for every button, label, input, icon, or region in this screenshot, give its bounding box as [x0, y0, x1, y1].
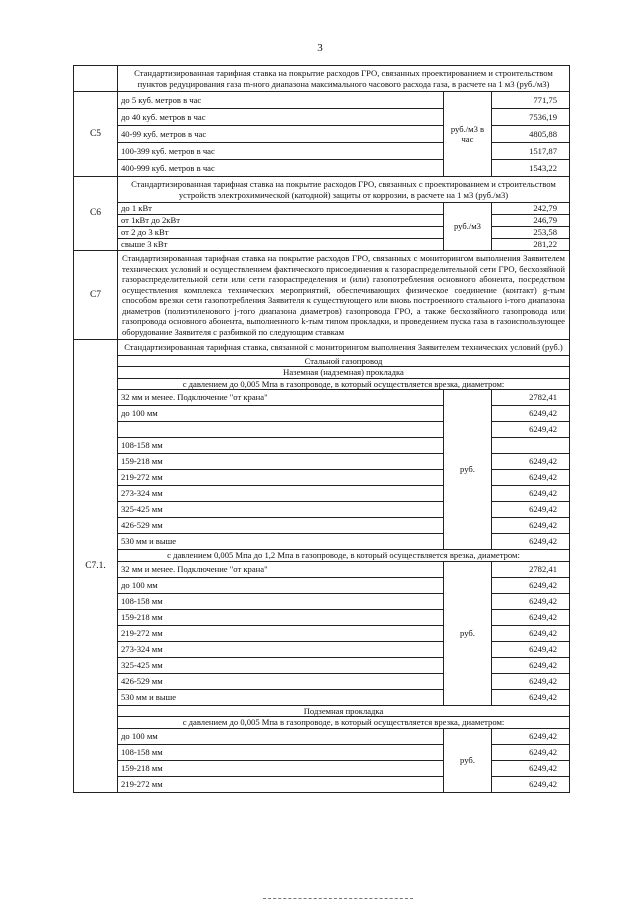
- above-ground-heading: Наземная (надземная) прокладка: [118, 367, 570, 379]
- c5-row-value: 1543,22: [491, 160, 569, 177]
- diameter-row-label: 32 мм и менее. Подключение "от крана": [118, 390, 444, 406]
- diameter-row-value: 2782,41: [491, 561, 569, 577]
- underground-heading: Подземная прокладка: [118, 705, 570, 717]
- diameter-row-label: 159-218 мм: [118, 609, 444, 625]
- diameter-row-value: 6249,42: [491, 625, 569, 641]
- c5-row-label: 400-999 куб. метров в час: [118, 160, 444, 177]
- c6-row-label: от 1кВт до 2кВт: [118, 215, 444, 227]
- diameter-row-label: 426-529 мм: [118, 673, 444, 689]
- diameter-row-value: 6249,42: [491, 673, 569, 689]
- c71-unit: руб.: [443, 390, 491, 550]
- diameter-row-label: 159-218 мм: [118, 760, 444, 776]
- c5-row-value: 4805,88: [491, 126, 569, 143]
- diameter-row-label: 108-158 мм: [118, 744, 444, 760]
- c6-row-label: от 2 до 3 кВт: [118, 227, 444, 239]
- c5-row-label: до 40 куб. метров в час: [118, 109, 444, 126]
- page-number: 3: [317, 42, 323, 54]
- pressure-heading-3: с давлением до 0,005 Мпа в газопроводе, в который осуществляется врезка, диаметром:: [118, 717, 570, 729]
- c6-unit: руб./м3: [443, 203, 491, 251]
- diameter-row-label: 426-529 мм: [118, 518, 444, 534]
- c71-unit: руб.: [443, 728, 491, 792]
- c6-row-label: до 1 кВт: [118, 203, 444, 215]
- c7-code: С7: [74, 251, 118, 340]
- pressure-heading-1: с давлением до 0,005 Мпа в газопроводе, в который осуществляется врезка, диаметром:: [118, 378, 570, 390]
- c6-row-value: 242,79: [491, 203, 569, 215]
- page-bottom-divider: [263, 898, 413, 899]
- c6-row-value: 253,58: [491, 227, 569, 239]
- diameter-row-value: 6249,42: [491, 534, 569, 550]
- c5-code: С5: [74, 92, 118, 177]
- c7-text: Стандартизированная тарифная ставка на покрытие расходов ГРО, связанных с мониторингом выполнения Заявителем технических условий и осуществлением фактического присоединения к газораспределительной сети ГРО, бесхозяйной газораспределительной сети или сети газораспределения и (или) газопотребления основного абонента, посредством осуществления комплекса технических мероприятий, обеспечивающих физическое соединение (контакт) g-тым способом врезки сети газопотребления Заявителя к существующего или вновь построенного стального i-того диапазона диаметров (полиэтиленового j-того диапазона диаметров) газопровода ГРО, а также бесхозяйного газопровода или газопровода основного абонента, выполненного k-тым типом прокладки, и проведением пуска газа в газоиспользующее оборудование Заявителя с разбивкой по следующим ставкам: [118, 251, 570, 340]
- c71-unit: руб.: [443, 561, 491, 705]
- diameter-row-label: [118, 422, 444, 438]
- diameter-row-value: 6249,42: [491, 609, 569, 625]
- diameter-row-label: 32 мм и менее. Подключение "от крана": [118, 561, 444, 577]
- c5-row-label: до 5 куб. метров в час: [118, 92, 444, 109]
- diameter-row-value: 6249,42: [491, 657, 569, 673]
- diameter-row-value: 6249,42: [491, 422, 569, 438]
- c5-row-value: 771,75: [491, 92, 569, 109]
- c6-row-value: 281,22: [491, 239, 569, 251]
- diameter-row-label: до 100 мм: [118, 577, 444, 593]
- diameter-row-label: 325-425 мм: [118, 502, 444, 518]
- c5-row-value: 7536,19: [491, 109, 569, 126]
- c5-unit: руб./м3 в час: [443, 92, 491, 177]
- diameter-row-value: 6249,42: [491, 502, 569, 518]
- diameter-row-value: 6249,42: [491, 689, 569, 705]
- diameter-row-label: 325-425 мм: [118, 657, 444, 673]
- c71-code: С7.1.: [74, 340, 118, 793]
- steel-pipe-heading: Стальной газопровод: [118, 355, 570, 367]
- diameter-row-value: 6249,42: [491, 577, 569, 593]
- diameter-row-label: 108-158 мм: [118, 438, 444, 454]
- diameter-row-value: 6249,42: [491, 760, 569, 776]
- pressure-heading-2: с давлением 0,005 Мпа до 1,2 Мпа в газопроводе, в который осуществляется врезка, диаметром:: [118, 550, 570, 562]
- diameter-row-value: 6249,42: [491, 406, 569, 422]
- diameter-row-label: 530 мм и выше: [118, 689, 444, 705]
- c5-row-value: 1517,87: [491, 143, 569, 160]
- c5-row-label: 100-399 куб. метров в час: [118, 143, 444, 160]
- diameter-row-label: до 100 мм: [118, 728, 444, 744]
- diameter-row-label: 273-324 мм: [118, 641, 444, 657]
- c6-row-value: 246,79: [491, 215, 569, 227]
- c5-row-label: 40-99 куб. метров в час: [118, 126, 444, 143]
- diameter-row-label: до 100 мм: [118, 406, 444, 422]
- c5-title: Стандартизированная тарифная ставка на покрытие расходов ГРО, связанных проектированием и строительством пунктов редуцирования газа m-ного диапазона максимального часового расхода газа, в расчете на 1 м3 (руб./м3): [118, 66, 570, 92]
- c6-title: Стандартизированная тарифная ставка на покрытие расходов ГРО, связанных с проектированием и строительством устройств электрохимической (катодной) защиты от коррозии, в расчете на 1 м3 (руб./м3): [118, 177, 570, 203]
- c6-code: С6: [74, 177, 118, 251]
- diameter-row-value: 6249,42: [491, 744, 569, 760]
- diameter-row-label: 219-272 мм: [118, 776, 444, 792]
- diameter-row-value: 6249,42: [491, 728, 569, 744]
- diameter-row-value: 6249,42: [491, 470, 569, 486]
- diameter-row-label: 108-158 мм: [118, 593, 444, 609]
- diameter-row-value: 6249,42: [491, 486, 569, 502]
- c71-title: Стандартизированная тарифная ставка, связанной с мониторингом выполнения Заявителем технических условий (руб.): [118, 340, 570, 356]
- diameter-row-label: 530 мм и выше: [118, 534, 444, 550]
- diameter-row-value: 6249,42: [491, 454, 569, 470]
- tariff-table: [73, 65, 570, 793]
- diameter-row-value: 2782,41: [491, 390, 569, 406]
- diameter-row-value: 6249,42: [491, 776, 569, 792]
- diameter-row-label: 219-272 мм: [118, 625, 444, 641]
- diameter-row-value: 6249,42: [491, 518, 569, 534]
- diameter-row-label: 159-218 мм: [118, 454, 444, 470]
- diameter-row-value: 6249,42: [491, 593, 569, 609]
- diameter-row-label: 273-324 мм: [118, 486, 444, 502]
- c6-row-label: свыше 3 кВт: [118, 239, 444, 251]
- diameter-row-label: 219-272 мм: [118, 470, 444, 486]
- diameter-row-value: [491, 438, 569, 454]
- diameter-row-value: 6249,42: [491, 641, 569, 657]
